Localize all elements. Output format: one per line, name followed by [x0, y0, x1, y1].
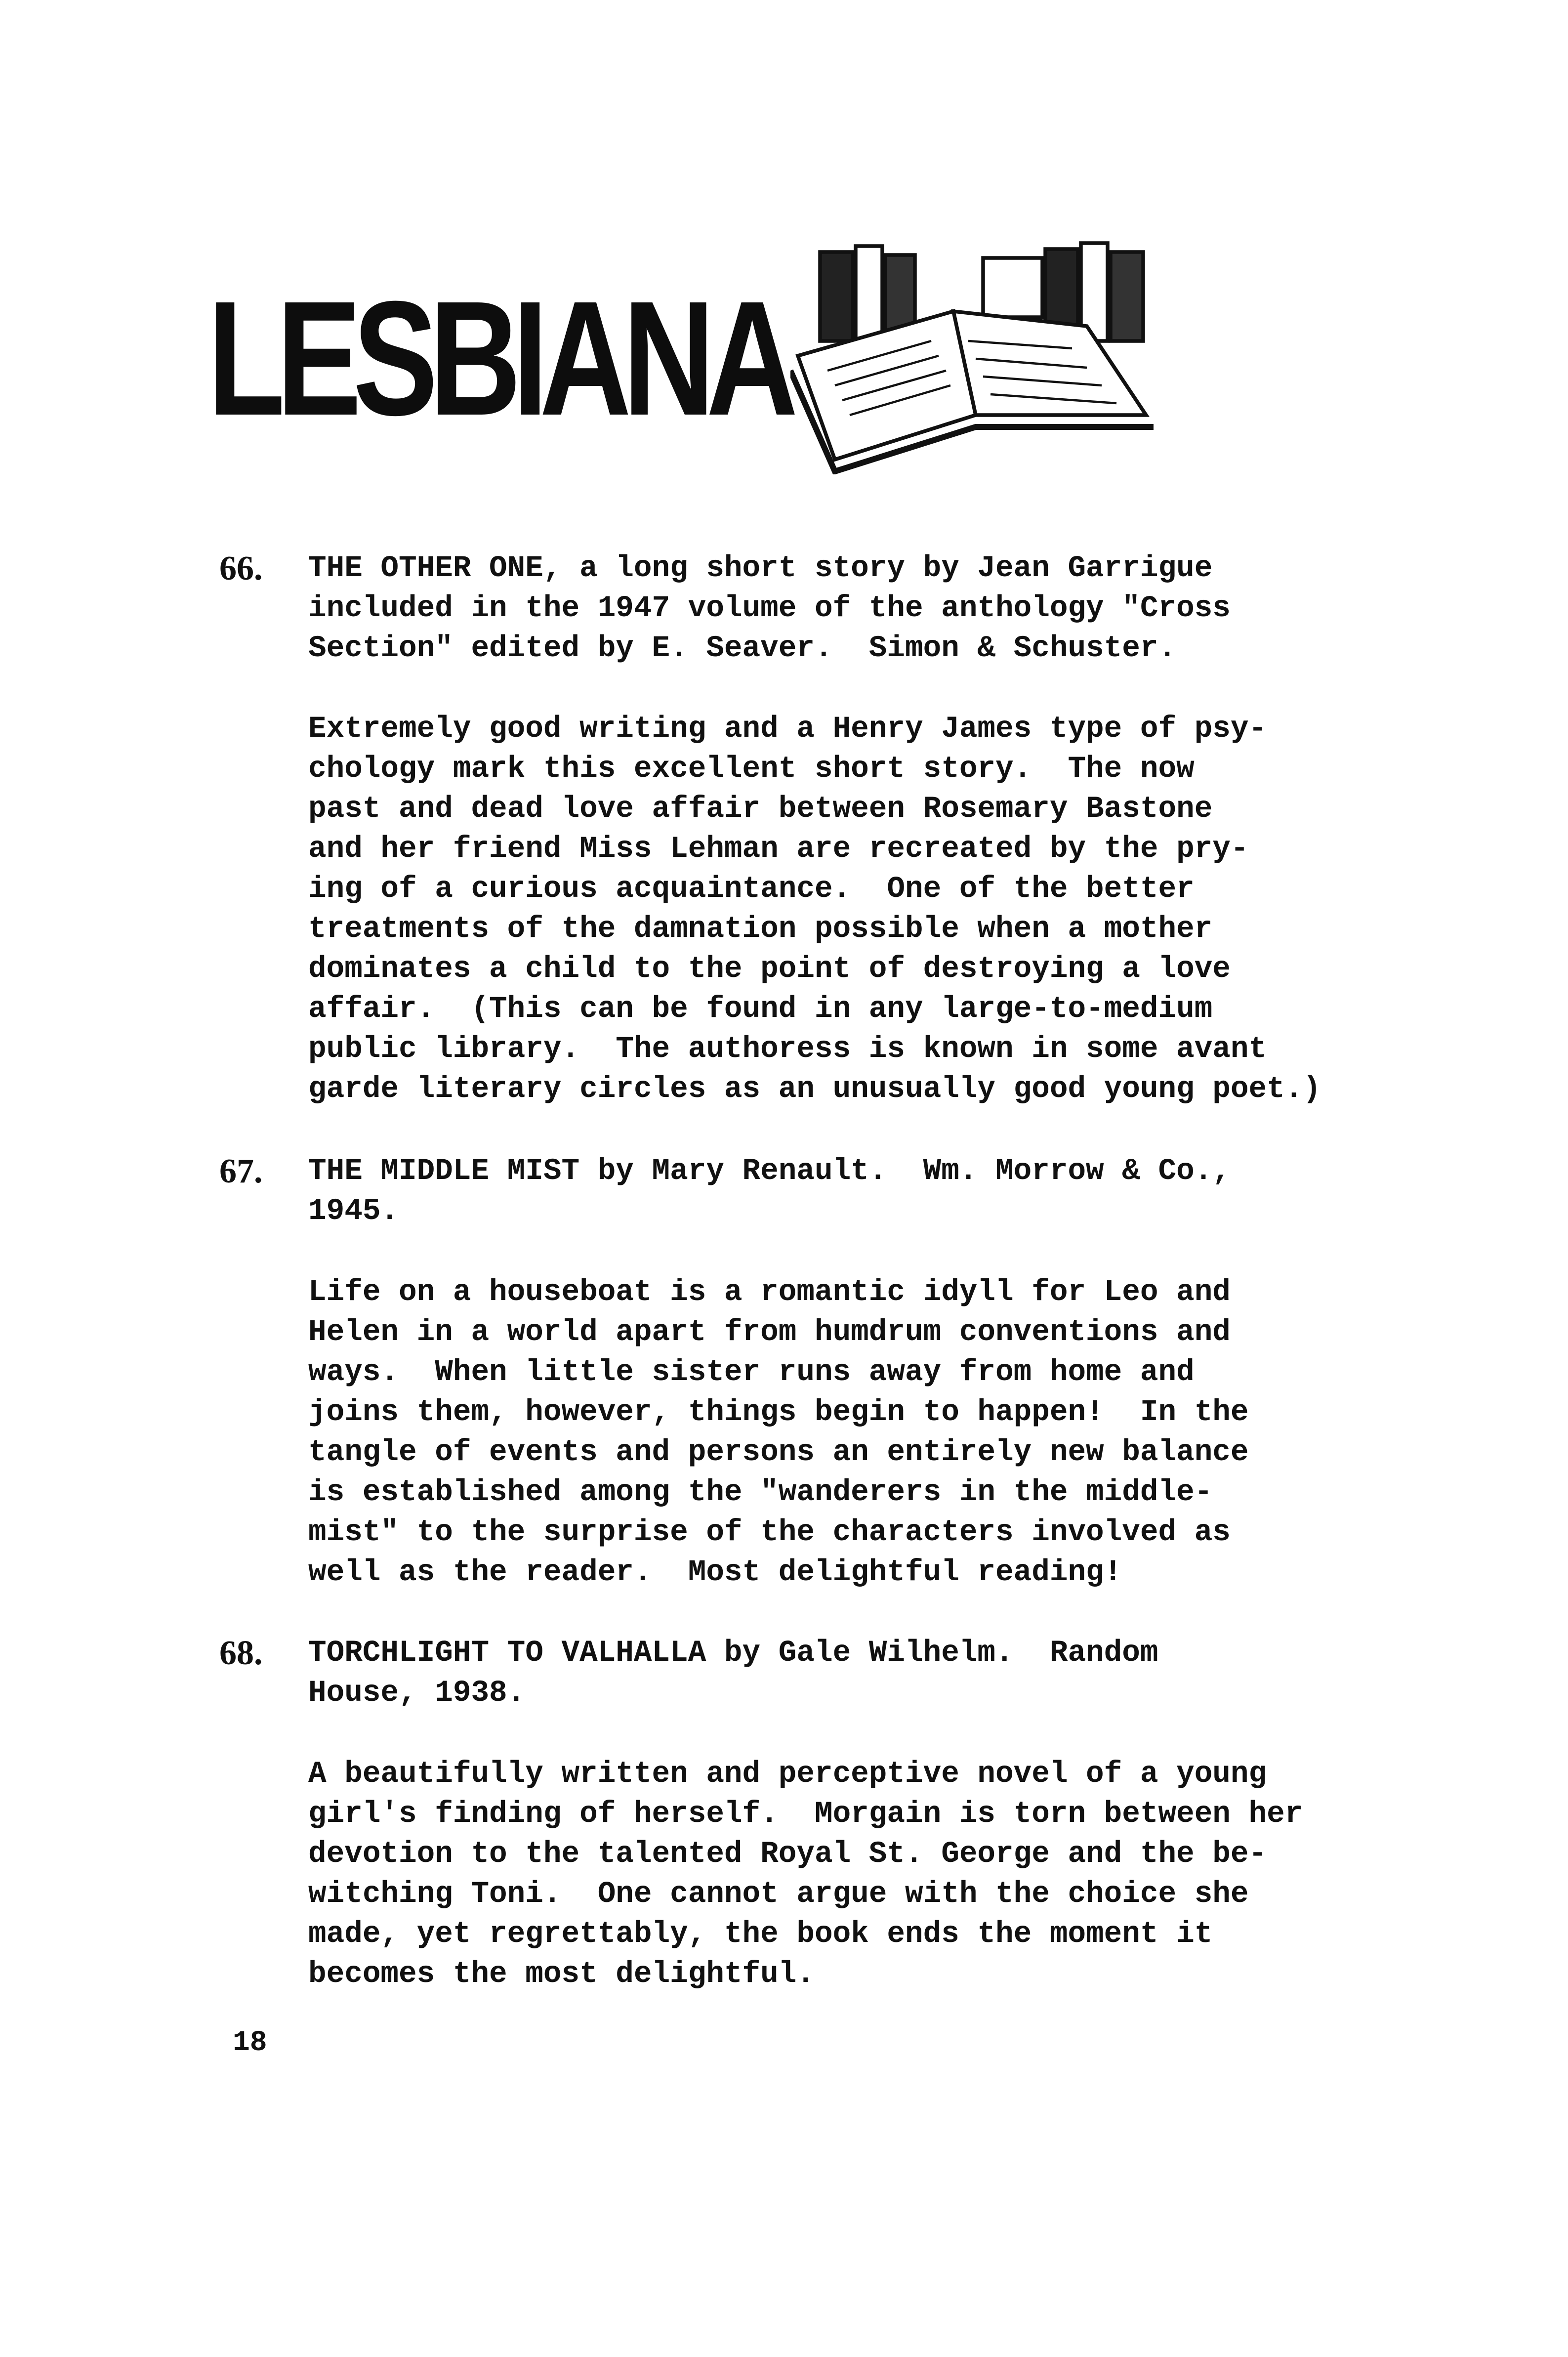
review-line: Helen in a world apart from humdrum conventions and — [308, 1315, 1231, 1349]
review-line: affair. (This can be found in any large-to-medium — [308, 992, 1213, 1026]
review-line: girl's finding of herself. Morgain is torn between her — [308, 1797, 1303, 1831]
review-line: public library. The authoress is known in some avant — [308, 1032, 1267, 1066]
review-line: well as the reader. Most delightful reading! — [308, 1556, 1122, 1590]
citation-line: THE OTHER ONE, a long short story by Jean Garrigue — [308, 551, 1213, 586]
review-line: Extremely good writing and a Henry James type of psy- — [308, 712, 1267, 746]
entry-number: 67. — [219, 1152, 263, 1190]
entry-review — [308, 1272, 1249, 1593]
entry-number: 66. — [219, 549, 263, 588]
review-line: mist" to the surprise of the characters involved as — [308, 1515, 1231, 1550]
review-line: Life on a houseboat is a romantic idyll for Leo and — [308, 1275, 1231, 1309]
citation-line: included in the 1947 volume of the anthology "Cross — [308, 591, 1231, 626]
review-line: treatments of the damnation possible when a mother — [308, 912, 1213, 946]
page-heading: LESBIANA — [207, 267, 790, 449]
citation-line: 1945. — [308, 1194, 399, 1228]
review-line: past and dead love affair between Rosemary Bastone — [308, 792, 1213, 826]
page-number: 18 — [233, 2027, 267, 2059]
review-line: A beautifully written and perceptive novel of a young — [308, 1757, 1267, 1791]
review-line: becomes the most delightful. — [308, 1957, 815, 1991]
review-line: is established among the "wanderers in the middle- — [308, 1475, 1213, 1510]
entry-number: 68. — [219, 1634, 263, 1672]
entry-citation — [308, 548, 1231, 669]
review-line: witching Toni. One cannot argue with the choice she — [308, 1877, 1249, 1911]
books-icon — [790, 237, 1161, 474]
citation-line: THE MIDDLE MIST by Mary Renault. Wm. Morrow & Co., — [308, 1154, 1231, 1188]
review-line: dominates a child to the point of destroying a love — [308, 952, 1231, 986]
entry-citation — [308, 1633, 1158, 1713]
review-line: devotion to the talented Royal St. George and the be- — [308, 1837, 1267, 1871]
citation-line: Section" edited by E. Seaver. Simon & Schuster. — [308, 631, 1177, 666]
citation-line: House, 1938. — [308, 1676, 526, 1710]
review-line: ing of a curious acquaintance. One of the better — [308, 872, 1195, 906]
citation-line: TORCHLIGHT TO VALHALLA by Gale Wilhelm. Random — [308, 1636, 1158, 1670]
review-line: and her friend Miss Lehman are recreated by the pry- — [308, 832, 1249, 866]
review-line: garde literary circles as an unusually good young poet.) — [308, 1072, 1321, 1106]
review-line: ways. When little sister runs away from home and — [308, 1355, 1195, 1389]
review-line: made, yet regrettably, the book ends the moment it — [308, 1917, 1213, 1951]
review-line: joins them, however, things begin to happen! In the — [308, 1395, 1249, 1430]
review-line: chology mark this excellent short story. The now — [308, 752, 1195, 786]
entry-review — [308, 1754, 1303, 1994]
review-line: tangle of events and persons an entirely new balance — [308, 1435, 1249, 1470]
entry-review — [308, 709, 1321, 1109]
entry-citation — [308, 1151, 1231, 1231]
